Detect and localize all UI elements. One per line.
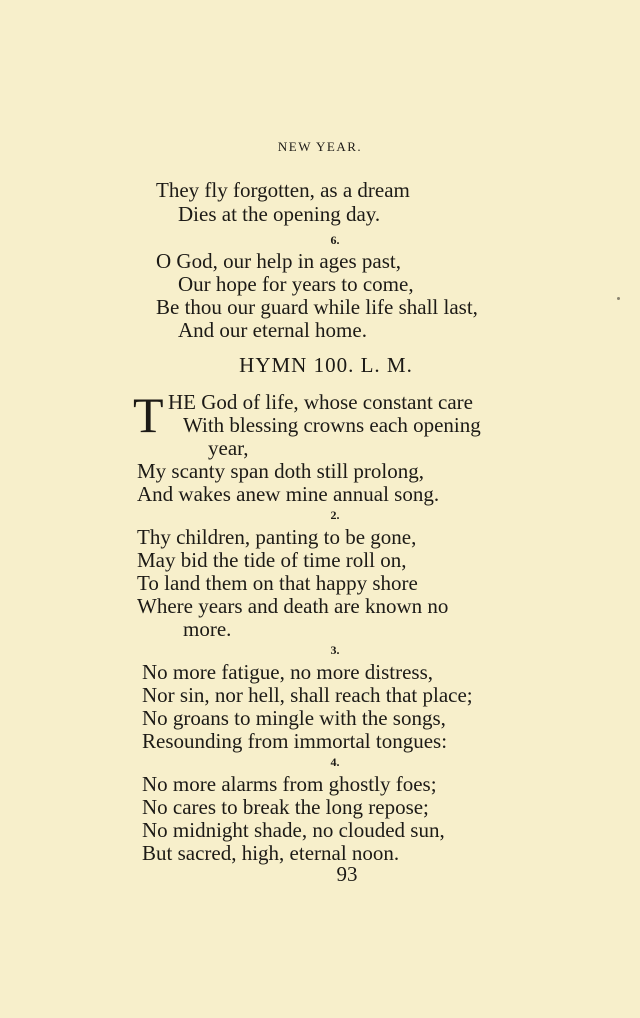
verse-line: Resounding from immortal tongues:	[142, 729, 448, 753]
stanza-number: 3.	[330, 643, 340, 657]
verse-line: Thy children, panting to be gone,	[137, 525, 417, 549]
verse-line: Nor sin, nor hell, shall reach that place;	[142, 683, 473, 707]
verse-line: year,	[208, 436, 249, 460]
verse-line: O God, our help in ages past,	[156, 249, 401, 273]
stanza-number: 4.	[330, 755, 340, 769]
verse-line: To land them on that happy shore	[137, 571, 418, 595]
verse-line: And wakes anew mine annual song.	[137, 482, 440, 506]
drop-cap: T	[133, 387, 164, 443]
verse-line: more.	[183, 617, 232, 641]
verse-line: My scanty span doth still prolong,	[137, 459, 424, 483]
verse-line: They fly forgotten, as a dream	[156, 178, 410, 202]
verse-line: Our hope for years to come,	[178, 272, 414, 296]
verse-line: No midnight shade, no clouded sun,	[142, 818, 445, 842]
paper-speck	[617, 297, 620, 300]
verse-line: No cares to break the long repose;	[142, 795, 429, 819]
verse-line: Dies at the opening day.	[178, 202, 381, 226]
stanza-number: 2.	[330, 508, 340, 522]
verse-line: No groans to mingle with the songs,	[142, 706, 446, 730]
verse-line: May bid the tide of time roll on,	[137, 548, 407, 572]
verse-line: Where years and death are known no	[137, 594, 449, 618]
page-number: 93	[336, 862, 358, 886]
running-head: NEW YEAR.	[277, 139, 363, 154]
hymn-title: HYMN 100. L. M.	[239, 353, 413, 377]
stanza-number: 6.	[330, 233, 340, 247]
verse-line: With blessing crowns each opening	[183, 413, 481, 437]
verse-line: HE God of life, whose constant care	[168, 390, 473, 414]
verse-line: And our eternal home.	[178, 318, 367, 342]
verse-line: Be thou our guard while life shall last,	[156, 295, 478, 319]
verse-line: No more fatigue, no more distress,	[142, 660, 434, 684]
verse-line: But sacred, high, eternal noon.	[142, 841, 400, 865]
verse-line: No more alarms from ghostly foes;	[142, 772, 437, 796]
